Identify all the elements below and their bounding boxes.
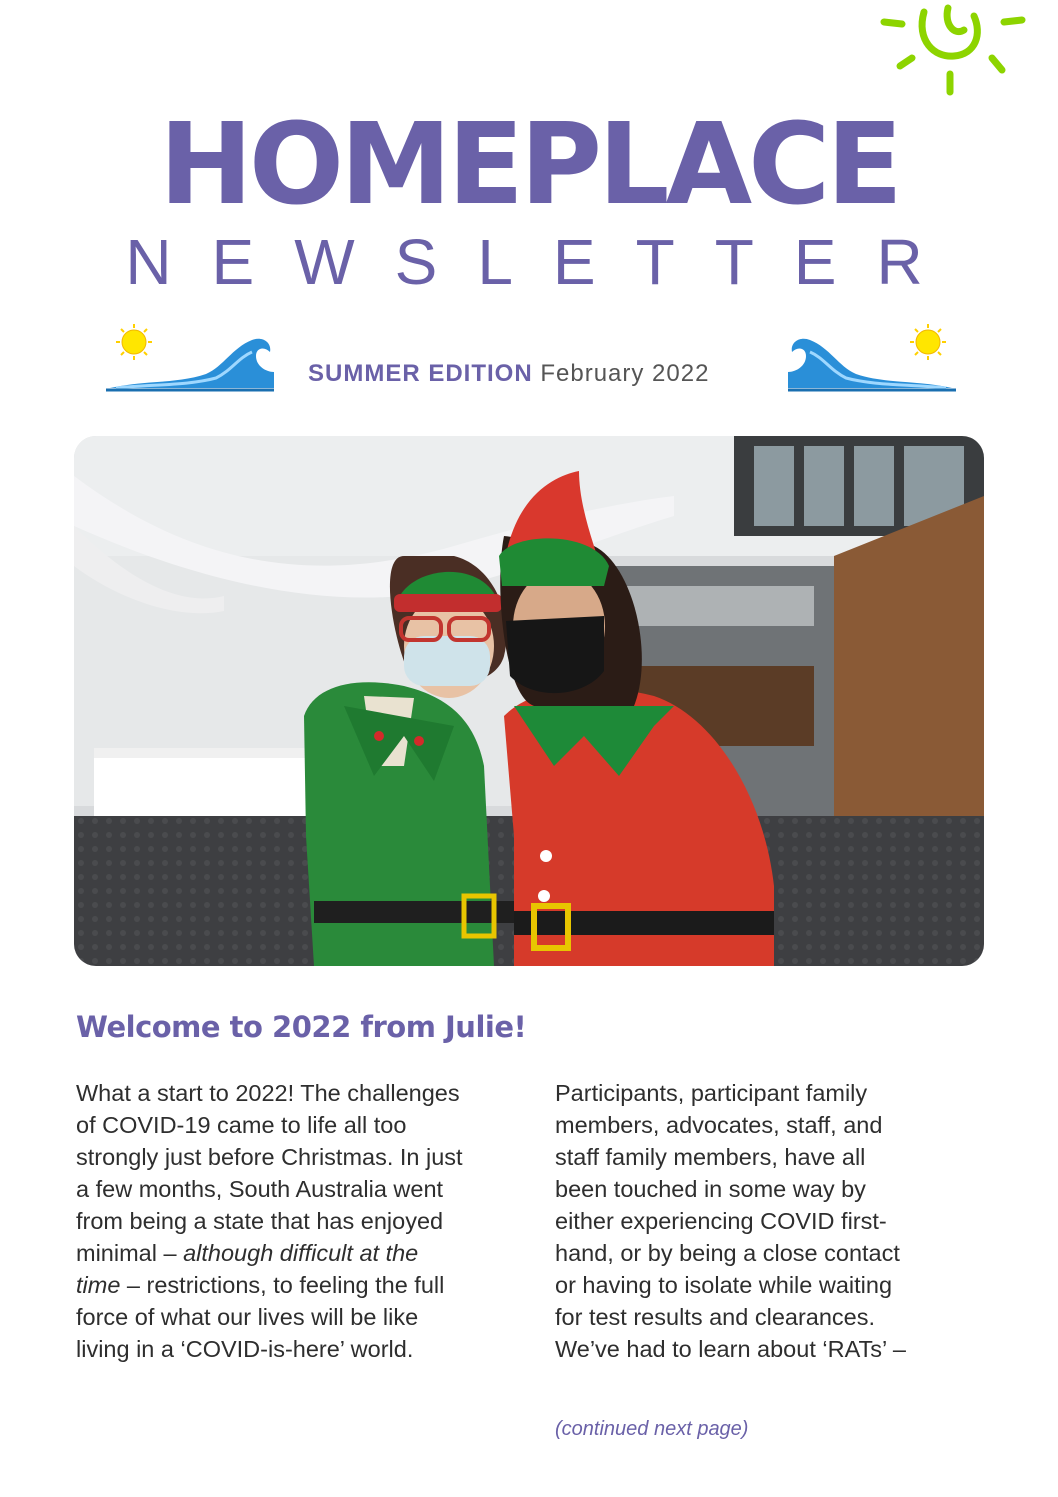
edition-line	[308, 358, 709, 390]
article-line: staff family members, have all	[555, 1144, 866, 1170]
article-line: members, advocates, staff, and	[555, 1112, 883, 1138]
sun-wave-icon	[106, 322, 276, 394]
article-column-right	[555, 1077, 965, 1365]
article-line: for test results and clearances.	[555, 1304, 876, 1330]
article-line: either experiencing COVID first-	[555, 1208, 887, 1234]
newsletter-subtitle: NEWSLETTER	[125, 226, 963, 298]
article-line: We’ve had to learn about ‘RATs’ –	[555, 1336, 906, 1362]
article-line: Participants, participant family	[555, 1080, 868, 1106]
article-line: or having to isolate while waiting	[555, 1272, 893, 1298]
article-line: been touched in some way by	[555, 1176, 866, 1202]
article-line: hand, or by being a close contact	[555, 1240, 900, 1266]
newsletter-title: HOMEPLACE	[159, 100, 899, 230]
sun-logo-icon	[872, 0, 1032, 100]
article-line: time – restrictions, to feeling the full	[76, 1272, 445, 1298]
edition-label: SUMMER EDITION	[308, 360, 533, 387]
cover-photo	[74, 436, 984, 966]
sun-wave-icon	[786, 322, 956, 394]
article-line: from being a state that has enjoyed	[76, 1208, 444, 1234]
article-line: What a start to 2022! The challenges	[76, 1080, 460, 1106]
article-line: living in a ‘COVID-is-here’ world.	[76, 1336, 414, 1362]
continued-note: (continued next page)	[555, 1418, 749, 1440]
article-column-left	[76, 1077, 526, 1365]
article-line: of COVID-19 came to life all too	[76, 1112, 407, 1138]
article-heading: Welcome to 2022 from Julie!	[76, 1010, 527, 1044]
article-line: minimal – although difficult at the	[76, 1240, 419, 1266]
edition-date: February 2022	[540, 360, 710, 387]
article-line: a few months, South Australia went	[76, 1176, 444, 1202]
article-line: force of what our lives will be like	[76, 1304, 419, 1330]
article-line: strongly just before Christmas. In just	[76, 1144, 463, 1170]
